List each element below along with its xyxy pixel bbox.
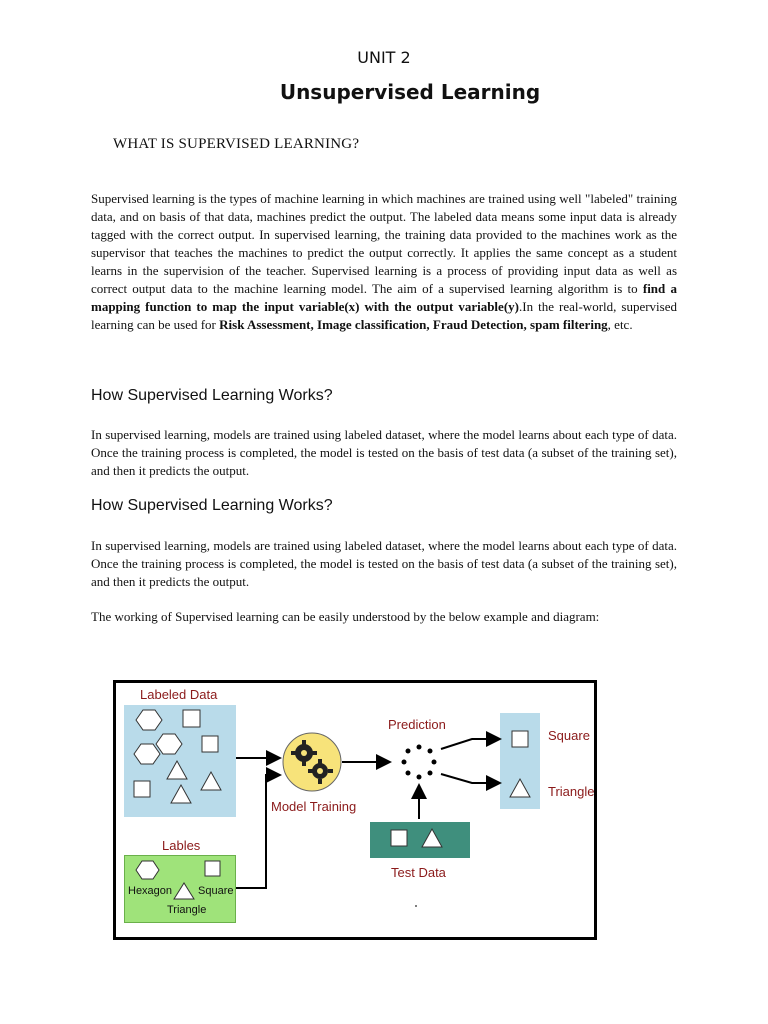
section-question-heading: WHAT IS SUPERVISED LEARNING? [113,136,360,152]
triangle-shape [201,772,221,790]
hexagon-label-shape [136,861,159,879]
triangle-shape [167,761,187,779]
section1-heading: How Supervised Learning Works? [91,387,333,404]
intro-bold-applications: Risk Assessment, Image classification, Fraud Detection, spam filtering [219,317,608,332]
triangle-label-shape [174,883,194,899]
output-triangle-label: Triangle [548,784,595,799]
closing-paragraph: The working of Supervised learning can be easily understood by the below example and diagram: [91,609,600,624]
diagram-shapes [116,683,594,937]
output-triangle-shape [510,779,530,797]
section2-body: In supervised learning, models are trained using labeled dataset, where the model learns about each type of data. Once the training process is completed, the model is tested on the basis of test data (a subset of the training set), and then it predicts the output. [91,538,677,589]
model-training-label: Model Training [271,799,357,814]
square-shape [202,736,218,752]
hexagon-shape [156,734,182,754]
intro-text-2: .In the real-world, supervised learning can be used for [91,299,678,332]
section2-heading: How Supervised Learning Works? [91,497,333,514]
hexagon-shape [134,744,160,764]
intro-text-3: , etc. [607,317,633,332]
labeled-data-label: Labeled Data [140,687,218,702]
square-shape [134,781,150,797]
intro-text-1: Supervised learning is the types of machine learning in which machines are trained using well "labeled" training data, and on basis of that data, machines predict the output. The labeled data means some input data is already tagged with the correct output. In supervised learning, the training data provided to the machines work as the supervisor that teaches the machines to predict the output correctly. It applies the same concept as a student learns in the supervision of the teacher. Supervised learning is a process of providing input data as well as correct output data to the machine learning model. The aim of a supervised learning algorithm is to [91,191,677,296]
section1-body: In supervised learning, models are trained using labeled dataset, where the model learns about each type of data. Once the training process is completed, the model is tested on the basis of test data (a subset of the training set), and then it predicts the output. [91,427,677,478]
square-label-shape [205,861,220,876]
test-data-label: Test Data [391,865,446,880]
test-square-shape [391,830,407,846]
hexagon-shape [136,710,162,730]
labels-label: Lables [162,838,201,853]
model-gear-circle [283,733,341,791]
triangle-shape [171,785,191,803]
prediction-label: Prediction [388,717,446,732]
prediction-spinner-icon [402,745,437,780]
intro-paragraph [91,190,677,334]
intro-bold-mapping: find a mapping function to map the input variable(x) with the output variable(y) [91,281,677,314]
triangle-label: Triangle [167,904,207,916]
output-square-label: Square [548,728,590,743]
unit-number: UNIT 2 [357,48,411,67]
square-shape [183,710,200,727]
output-square-shape [512,731,528,747]
test-triangle-shape [422,829,442,847]
square-label: Square [198,885,234,897]
page-title: Unsupervised Learning [279,80,541,104]
hexagon-label: Hexagon [128,885,173,897]
supervised-learning-diagram [113,680,597,940]
